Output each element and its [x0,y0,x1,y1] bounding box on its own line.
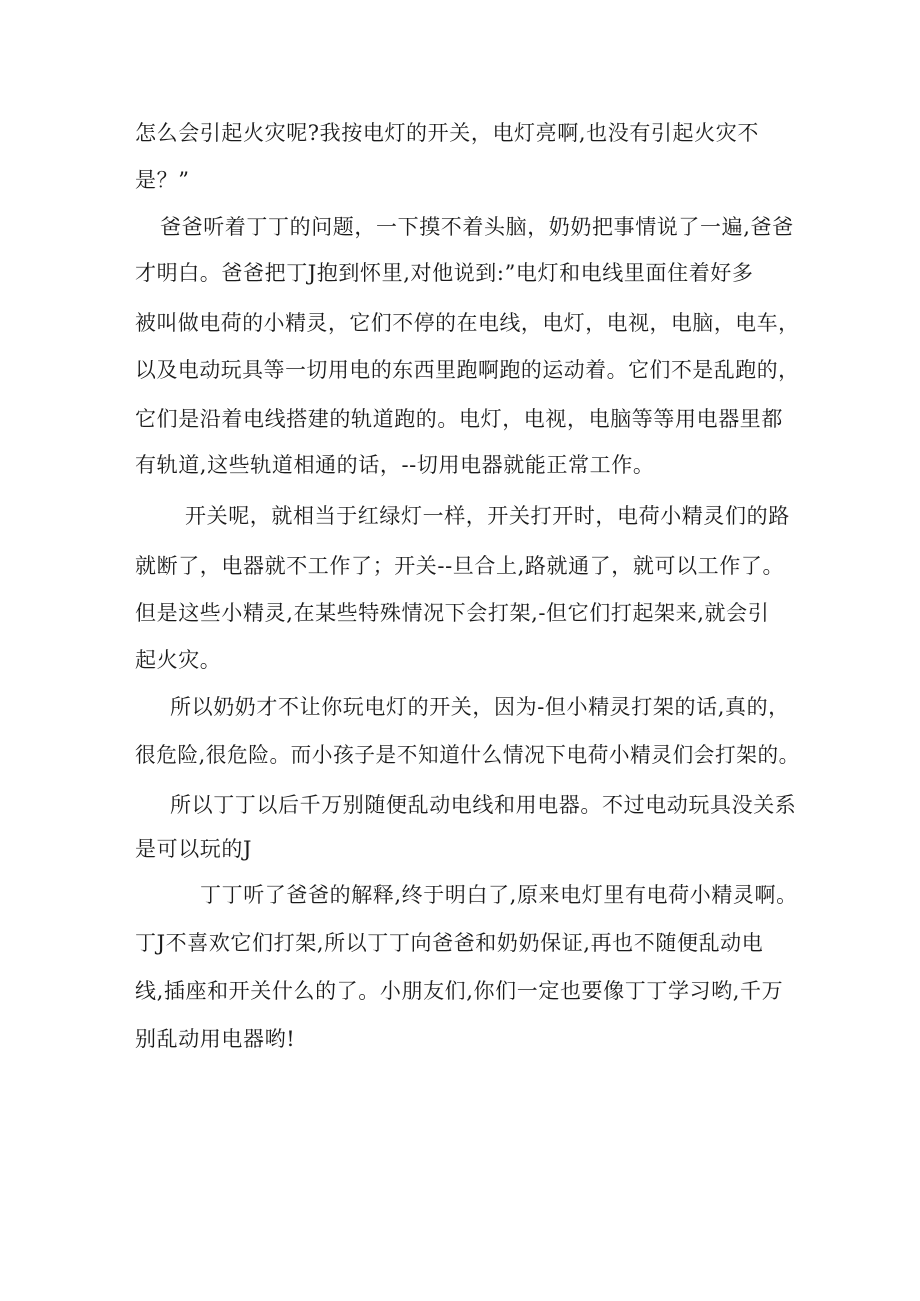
text-line: 所以丁丁以后千万别随便乱动电线和用电器。不过电动玩具没关系 [170,793,797,817]
text-line: 丁丁听了爸爸的解释,终于明白了,原来电灯里有电荷小精灵啊。 [200,883,798,907]
text-line: 怎么会引起火灾呢?我按电灯的开关，电灯亮啊,也没有引起火灾不 [135,121,759,145]
text-line: 它们是沿着电线搭建的轨道跑的。电灯，电视，电脑等等用电器里都 [135,407,783,431]
text-line: 丁J不喜欢它们打架,所以丁丁向爸爸和奶奶保证,再也不随便乱动电 [135,931,764,955]
text-line: 所以奶奶才不让你玩电灯的开关，因为-但小精灵打架的话,真的， [170,695,790,719]
text-line: 就断了，电器就不工作了；开关--旦合上,路就通了，就可以工作了。 [135,554,785,578]
text-line: 很危险,很危险。而小孩子是不知道什么情况下电荷小精灵们会打架的。 [135,743,800,767]
text-line: 线,插座和开关什么的了。小朋友们,你们一定也要像丁丁学习哟,千万 [135,979,784,1003]
text-line: 但是这些小精灵,在某些特殊情况下会打架,-但它们打起架来,就会引 [135,601,770,625]
text-line: 是？” [135,168,190,192]
text-line: 开关呢，就相当于红绿灯一样，开关打开时，电荷小精灵们的路 [185,504,790,528]
text-line: 起火灾。 [135,648,222,672]
text-line: 被叫做电荷的小精灵，它们不停的在电线，电灯，电视，电脑，电车， [135,311,800,335]
text-line: 是可以玩的J [135,837,253,861]
text-line: 有轨道,这些轨道相通的话，--切用电器就能正常工作。 [135,453,655,477]
text-line: 以及电动玩具等一切用电的东西里跑啊跑的运动着。它们不是乱跑的， [135,358,800,382]
text-line: 爸爸听着丁丁的问题，一下摸不着头脑，奶奶把事情说了一遍,爸爸 [160,215,794,239]
text-line: 才明白。爸爸把丁J抱到怀里,对他说到:”电灯和电线里面住着好多 [135,261,754,285]
text-line: 别乱动用电器哟! [135,1027,296,1051]
